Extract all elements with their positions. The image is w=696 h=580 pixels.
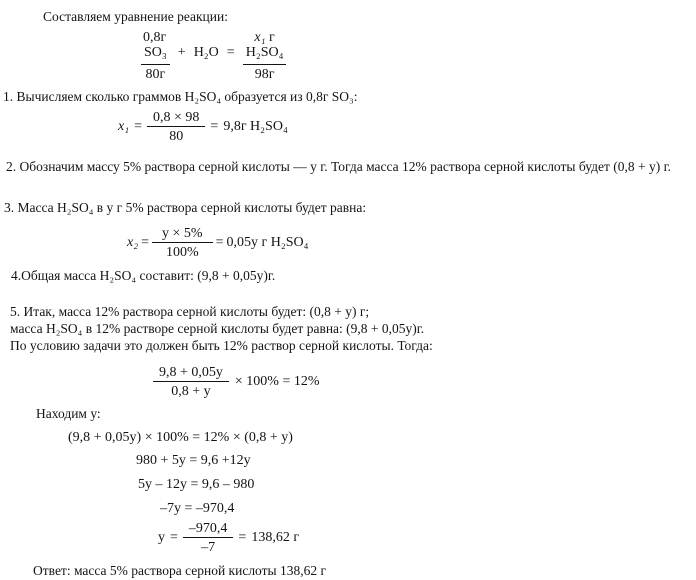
equals-sign: = <box>226 45 235 60</box>
step5-line3: По условию задачи это должен быть 12% раствор серной кислоты. Тогда: <box>10 338 433 353</box>
y-numerator: –970,4 <box>183 521 234 538</box>
x2-numerator: y × 5% <box>152 226 213 243</box>
x2-fraction <box>152 226 213 260</box>
derivation-line-1: (9,8 + 0,05y) × 100% = 12% × (0,8 + y) <box>68 430 293 445</box>
step4-text: 4.Общая масса H₂SO₄ составит: (9,8 + 0,05y)г. <box>11 268 276 283</box>
equation-y <box>158 521 299 555</box>
x1-lhs: x₁ <box>118 119 130 134</box>
x1-variable: x₁ <box>254 30 266 45</box>
equation-x2 <box>127 226 308 260</box>
derivation-line-4: –7y = –970,4 <box>160 501 235 516</box>
x1-fraction <box>147 110 205 144</box>
y-result: 138,62 г <box>251 530 300 545</box>
step3-text: 3. Масса H₂SO₄ в у г 5% раствора серной кислоты будет равна: <box>4 200 367 215</box>
y-equals-2: = <box>238 530 247 545</box>
reaction-equation <box>141 30 286 82</box>
step5-line1: 5. Итак, масса 12% раствора серной кислоты будет: (0,8 + y) г; <box>10 304 370 319</box>
reaction-term-h2so4 <box>243 30 287 82</box>
reaction-term-so3 <box>141 30 170 82</box>
step1-text: 1. Вычисляем сколько граммов H₂SO₄ образуется из 0,8г SO₃: <box>3 89 358 104</box>
h2o-formula: H₂O <box>193 45 219 60</box>
derivation-line-3: 5y – 12y = 9,6 – 980 <box>138 477 255 492</box>
x1-equals: = <box>134 119 142 134</box>
percent-denominator: 0,8 + y <box>171 384 211 399</box>
intro-line: Составляем уравнение реакции: <box>43 9 228 24</box>
equation-percent <box>153 365 320 399</box>
equation-x1 <box>118 110 288 144</box>
step5-line2: масса H₂SO₄ в 12% растворе серной кислоты будет равна: (9,8 + 0,05y)г. <box>10 321 425 336</box>
percent-numerator: 9,8 + 0,05y <box>153 365 229 382</box>
y-denominator: –7 <box>201 540 216 555</box>
step5-block <box>10 303 433 354</box>
plus-sign: + <box>177 45 186 60</box>
answer-line: Ответ: масса 5% раствора серной кислоты 138,62 г <box>33 563 327 578</box>
x1-result: 9,8г H₂SO₄ <box>223 119 288 134</box>
gram-unit: г <box>265 30 275 45</box>
x2-lhs: x₂ <box>127 235 139 250</box>
y-fraction <box>183 521 234 555</box>
x2-equals: = <box>141 235 149 250</box>
x2-denominator: 100% <box>165 245 199 260</box>
percent-tail: × 100% = 12% <box>234 374 320 389</box>
x1-equals-2: = <box>210 119 219 134</box>
y-equals: = <box>170 530 178 545</box>
so3-molar-mass: 80г <box>145 67 166 82</box>
x2-equals-2: = <box>215 235 224 250</box>
derivation-line-2: 980 + 5y = 9,6 +12y <box>136 453 251 468</box>
y-lhs: y <box>158 530 165 545</box>
h2so4-formula: H₂SO₄ <box>243 45 287 65</box>
percent-fraction <box>153 365 229 399</box>
so3-formula: SO₃ <box>141 45 170 65</box>
x1-denominator: 80 <box>169 129 184 144</box>
find-y-label: Находим у: <box>36 406 101 421</box>
step2-text: 2. Обозначим массу 5% раствора серной кислоты — у г. Тогда масса 12% раствора серной кислоты будет (0,8 + y) г. <box>6 159 671 174</box>
h2so4-molar-mass: 98г <box>254 67 275 82</box>
x2-result: 0,05y г H₂SO₄ <box>226 235 309 250</box>
h2so4-mass-label <box>243 30 287 45</box>
x1-numerator: 0,8 × 98 <box>147 110 205 127</box>
so3-mass-label: 0,8г <box>143 30 167 45</box>
